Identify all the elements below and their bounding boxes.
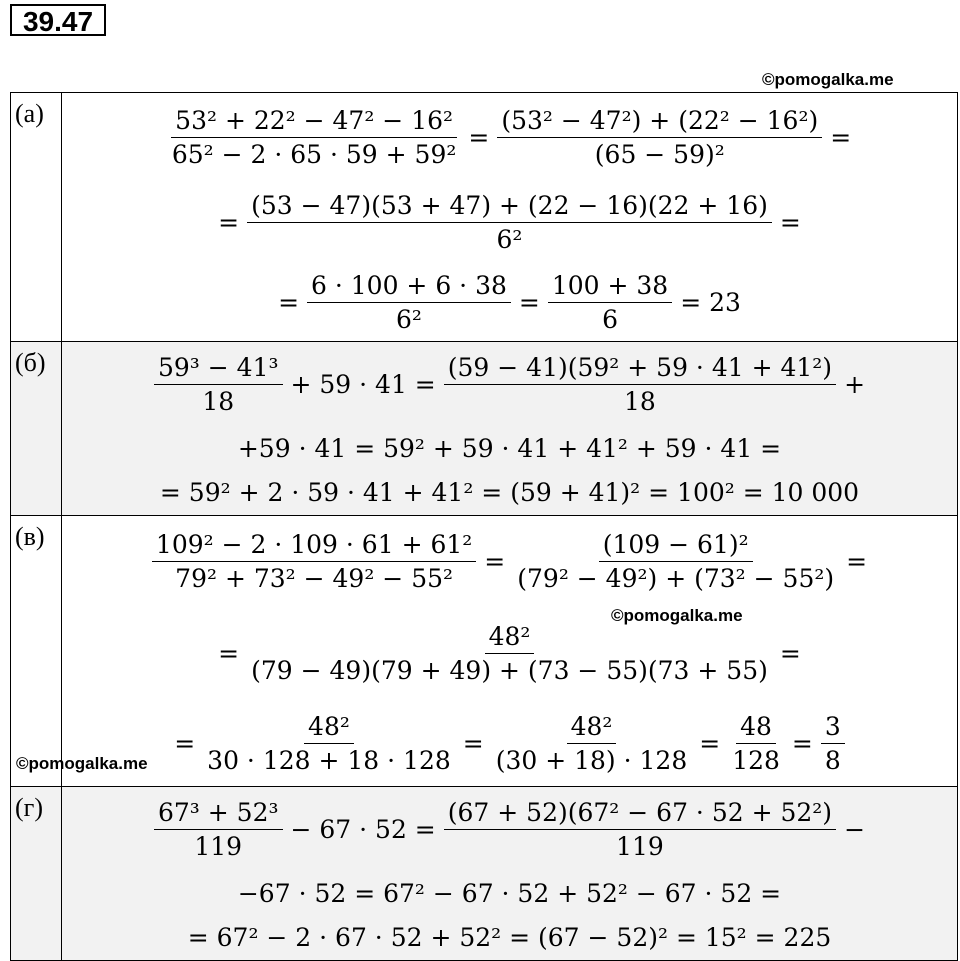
part-a-work bbox=[62, 93, 958, 342]
fraction: $\frac{\text{(109 − 61)²}}{\text{(79² − 49²) + (73² − 55²)}}$ bbox=[517, 529, 835, 593]
part-v-row bbox=[11, 516, 958, 787]
fraction: $\frac{\text{(53² − 47²) + (22² − 16²)}}{\text{(65 − 59)²}}$ bbox=[497, 106, 822, 169]
part-g-row bbox=[11, 787, 958, 961]
part-g-line-2: −67 · 52 = 67² − 67 · 52 + 52² − 67 · 52 = bbox=[237, 878, 782, 908]
part-v-line-3: = $\frac{\text{48²}}{30 \cdot 128 + 18 \cdot 128}$ = $\frac{\text{48²}}{(30 + 18) \cdot 128}$ = $\frac{48}{128}$ = $\frac{3}{8}$ bbox=[62, 700, 957, 786]
part-a-label: (а) bbox=[11, 93, 62, 342]
watermark-middle: ©pomogalka.me bbox=[611, 606, 743, 625]
fraction: $\frac{3}{8}$ bbox=[821, 712, 845, 775]
part-b-line-3: = 59² + 2 · 59 · 41 + 41² = (59 + 41)² = 100² = 10 000 bbox=[159, 477, 860, 507]
fraction: $\frac{\text{(67 + 52)(67² − 67 · 52 + 52²)}}{119}$ bbox=[444, 798, 836, 861]
part-b-line-2: +59 · 41 = 59² + 59 · 41 + 41² + 59 · 41 = bbox=[237, 433, 782, 463]
fraction: $\frac{\text{48²}}{(30 + 18) \cdot 128}$ bbox=[495, 711, 688, 775]
part-a-line-3: = $\frac{6 \cdot 100 + 6 \cdot 38}{\text{6²}}$ = $\frac{100 + 38}{6}$ = 23 bbox=[278, 270, 741, 334]
part-a-line-1: $\frac{\text{53² + 22² − 47² − 16²}}{\text{65² − 2 · 65 · 59 + 59²}}$ = $\frac{\text{(53² − 47²) + (22² − 16²)}}{\text{(65 − 59)²}}$ = bbox=[62, 93, 957, 181]
part-v-line-2: = $\frac{\text{48²}}{(79 - 49)(79 + 49) + (73 - 55)(73 + 55)}$ = bbox=[218, 621, 801, 685]
fraction: $\frac{\text{48²}}{(79 - 49)(79 + 49) + (73 - 55)(73 + 55)}$ bbox=[251, 621, 768, 685]
fraction: $\frac{\text{48²}}{30 \cdot 128 + 18 \cdot 128}$ bbox=[207, 711, 451, 775]
part-g-line-3: = 67² − 2 · 67 · 52 + 52² = (67 − 52)² = 15² = 225 bbox=[187, 922, 832, 952]
part-v-work bbox=[62, 516, 958, 787]
fraction: $\frac{\text{(59 − 41)(59² + 59 · 41 + 41²)}}{18}$ bbox=[444, 353, 836, 416]
problem-number: 39.47 bbox=[10, 4, 106, 36]
part-g-line-1: $\frac{\text{67³ + 52³}}{119}$ − 67 · 52 = $\frac{\text{(67 + 52)(67² − 67 · 52 + 52²)}}{119}$ − bbox=[62, 787, 957, 871]
solution-table bbox=[10, 92, 958, 961]
fraction: $\frac{\text{67³ + 52³}}{119}$ bbox=[154, 798, 283, 861]
watermark-left: ©pomogalka.me bbox=[16, 754, 148, 773]
part-b-row bbox=[11, 342, 958, 516]
part-v-line-1: $\frac{\text{109² − 2 · 109 · 61 + 61²}}{\text{79² + 73² − 49² − 55²}}$ = $\frac{\text{(109 − 61)²}}{\text{(79² − 49²) + (73² − 55²)}}$ = bbox=[62, 516, 957, 606]
part-b-line-1: $\frac{\text{59³ − 41³}}{18}$ + 59 · 41 = $\frac{\text{(59 − 41)(59² + 59 · 41 + 41²)}}{18}$ + bbox=[62, 342, 957, 426]
fraction: $\frac{48}{128}$ bbox=[732, 711, 780, 775]
fraction: $\frac{6 \cdot 100 + 6 \cdot 38}{\text{6²}}$ bbox=[307, 271, 511, 334]
fraction: $\frac{\text{53² + 22² − 47² − 16²}}{\text{65² − 2 · 65 · 59 + 59²}}$ bbox=[171, 105, 457, 169]
fraction: $\frac{\text{109² − 2 · 109 · 61 + 61²}}{\text{79² + 73² − 49² − 55²}}$ bbox=[152, 530, 476, 593]
fraction: $\frac{\text{59³ − 41³}}{18}$ bbox=[154, 353, 283, 416]
part-b-work bbox=[62, 342, 958, 516]
part-b-label: (б) bbox=[11, 342, 62, 516]
part-v-label: (в) bbox=[11, 516, 62, 787]
part-a-row bbox=[11, 93, 958, 342]
fraction: $\frac{100 + 38}{6}$ bbox=[548, 271, 672, 334]
part-g-work bbox=[62, 787, 958, 961]
watermark-top: ©pomogalka.me bbox=[762, 70, 894, 89]
part-g-label: (г) bbox=[11, 787, 62, 961]
part-a-line-2: = $\frac{(53 - 47)(53 + 47) + (22 - 16)(22 + 16)}{\text{6²}}$ = bbox=[218, 190, 801, 254]
fraction: $\frac{(53 - 47)(53 + 47) + (22 - 16)(22 + 16)}{\text{6²}}$ bbox=[247, 191, 772, 254]
